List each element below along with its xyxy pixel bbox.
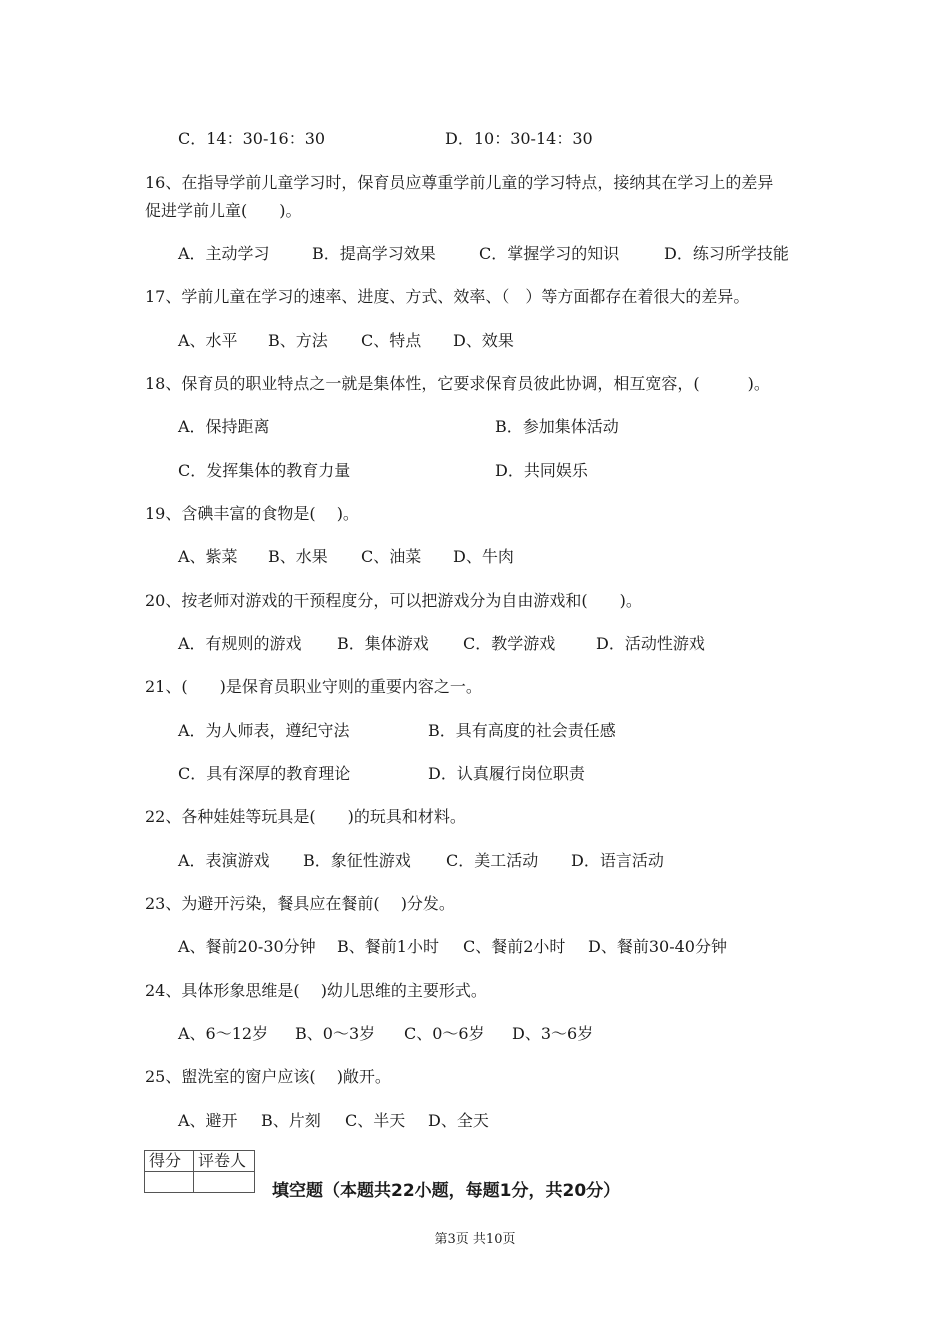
q18-option-b: B．参加集体活动 (495, 417, 619, 436)
q24-option-b: B、0～3岁 (295, 1024, 376, 1043)
question-16-stem-line2: 促进学前儿童( )。 (145, 201, 302, 220)
q17-option-c: C、特点 (361, 331, 422, 350)
score-label: 得分 (145, 1151, 194, 1172)
q18-option-c: C．发挥集体的教育力量 (178, 461, 351, 480)
q23-option-c: C、餐前2小时 (463, 937, 566, 956)
q21-option-d: D．认真履行岗位职责 (428, 764, 585, 783)
q20-option-b: B．集体游戏 (337, 634, 429, 653)
q19-option-d: D、牛肉 (453, 547, 514, 566)
q19-option-a: A、紫菜 (178, 547, 238, 566)
q17-option-a: A、水平 (178, 331, 238, 350)
score-table (144, 1150, 255, 1193)
q21-option-c: C．具有深厚的教育理论 (178, 764, 351, 783)
question-25-stem: 25、盥洗室的窗户应该( )敞开。 (145, 1067, 391, 1086)
q16-option-c: C．掌握学习的知识 (479, 244, 620, 263)
q17-option-d: D、效果 (453, 331, 514, 350)
q21-option-b: B．具有高度的社会责任感 (428, 721, 616, 740)
q20-option-d: D．活动性游戏 (596, 634, 705, 653)
q21-option-a: A．为人师表，遵纪守法 (178, 721, 350, 740)
q24-option-d: D、3～6岁 (512, 1024, 594, 1043)
q22-option-a: A．表演游戏 (178, 851, 270, 870)
grader-label: 评卷人 (194, 1151, 255, 1172)
question-17-stem: 17、学前儿童在学习的速率、进度、方式、效率、（ ）等方面都存在着很大的差异。 (145, 287, 750, 306)
q16-option-a: A．主动学习 (178, 244, 270, 263)
q18-option-a: A．保持距离 (178, 417, 270, 436)
question-23-stem: 23、为避开污染，餐具应在餐前( )分发。 (145, 894, 455, 913)
question-24-stem: 24、具体形象思维是( )幼儿思维的主要形式。 (145, 981, 487, 1000)
q22-option-b: B．象征性游戏 (303, 851, 411, 870)
q19-option-b: B、水果 (268, 547, 328, 566)
q25-option-c: C、半天 (345, 1111, 406, 1130)
question-19-stem: 19、含碘丰富的食物是( )。 (145, 504, 359, 523)
page-footer: 第3页 共10页 (434, 1232, 516, 1247)
q20-option-a: A．有规则的游戏 (178, 634, 302, 653)
question-20-stem: 20、按老师对游戏的干预程度分，可以把游戏分为自由游戏和( )。 (145, 591, 642, 610)
q23-option-b: B、餐前1小时 (337, 937, 439, 956)
q25-option-a: A、避开 (178, 1111, 238, 1130)
score-cell[interactable] (145, 1172, 194, 1193)
question-18-stem: 18、保育员的职业特点之一就是集体性，它要求保育员彼此协调，相互宽容，( )。 (145, 374, 770, 393)
q22-option-d: D．语言活动 (571, 851, 664, 870)
question-16-stem-line1: 16、在指导学前儿童学习时，保育员应尊重学前儿童的学习特点，接纳其在学习上的差异 (145, 173, 774, 192)
q25-option-b: B、片刻 (261, 1111, 321, 1130)
q15-option-d: D．10：30-14：30 (445, 129, 593, 148)
grader-cell[interactable] (194, 1172, 255, 1193)
question-21-stem: 21、( )是保育员职业守则的重要内容之一。 (145, 677, 482, 696)
q22-option-c: C．美工活动 (446, 851, 539, 870)
q23-option-a: A、餐前20-30分钟 (178, 937, 316, 956)
q18-option-d: D．共同娱乐 (495, 461, 588, 480)
q16-option-b: B．提高学习效果 (312, 244, 436, 263)
q17-option-b: B、方法 (268, 331, 328, 350)
q24-option-c: C、0～6岁 (404, 1024, 485, 1043)
q24-option-a: A、6～12岁 (178, 1024, 269, 1043)
section-title: 填空题（本题共22小题，每题1分，共20分） (272, 1181, 621, 1201)
q19-option-c: C、油菜 (361, 547, 422, 566)
q25-option-d: D、全天 (428, 1111, 489, 1130)
q20-option-c: C．教学游戏 (463, 634, 556, 653)
q16-option-d: D．练习所学技能 (664, 244, 789, 263)
q15-option-c: C．14：30-16：30 (178, 129, 326, 148)
question-22-stem: 22、各种娃娃等玩具是( )的玩具和材料。 (145, 807, 466, 826)
q23-option-d: D、餐前30-40分钟 (588, 937, 727, 956)
